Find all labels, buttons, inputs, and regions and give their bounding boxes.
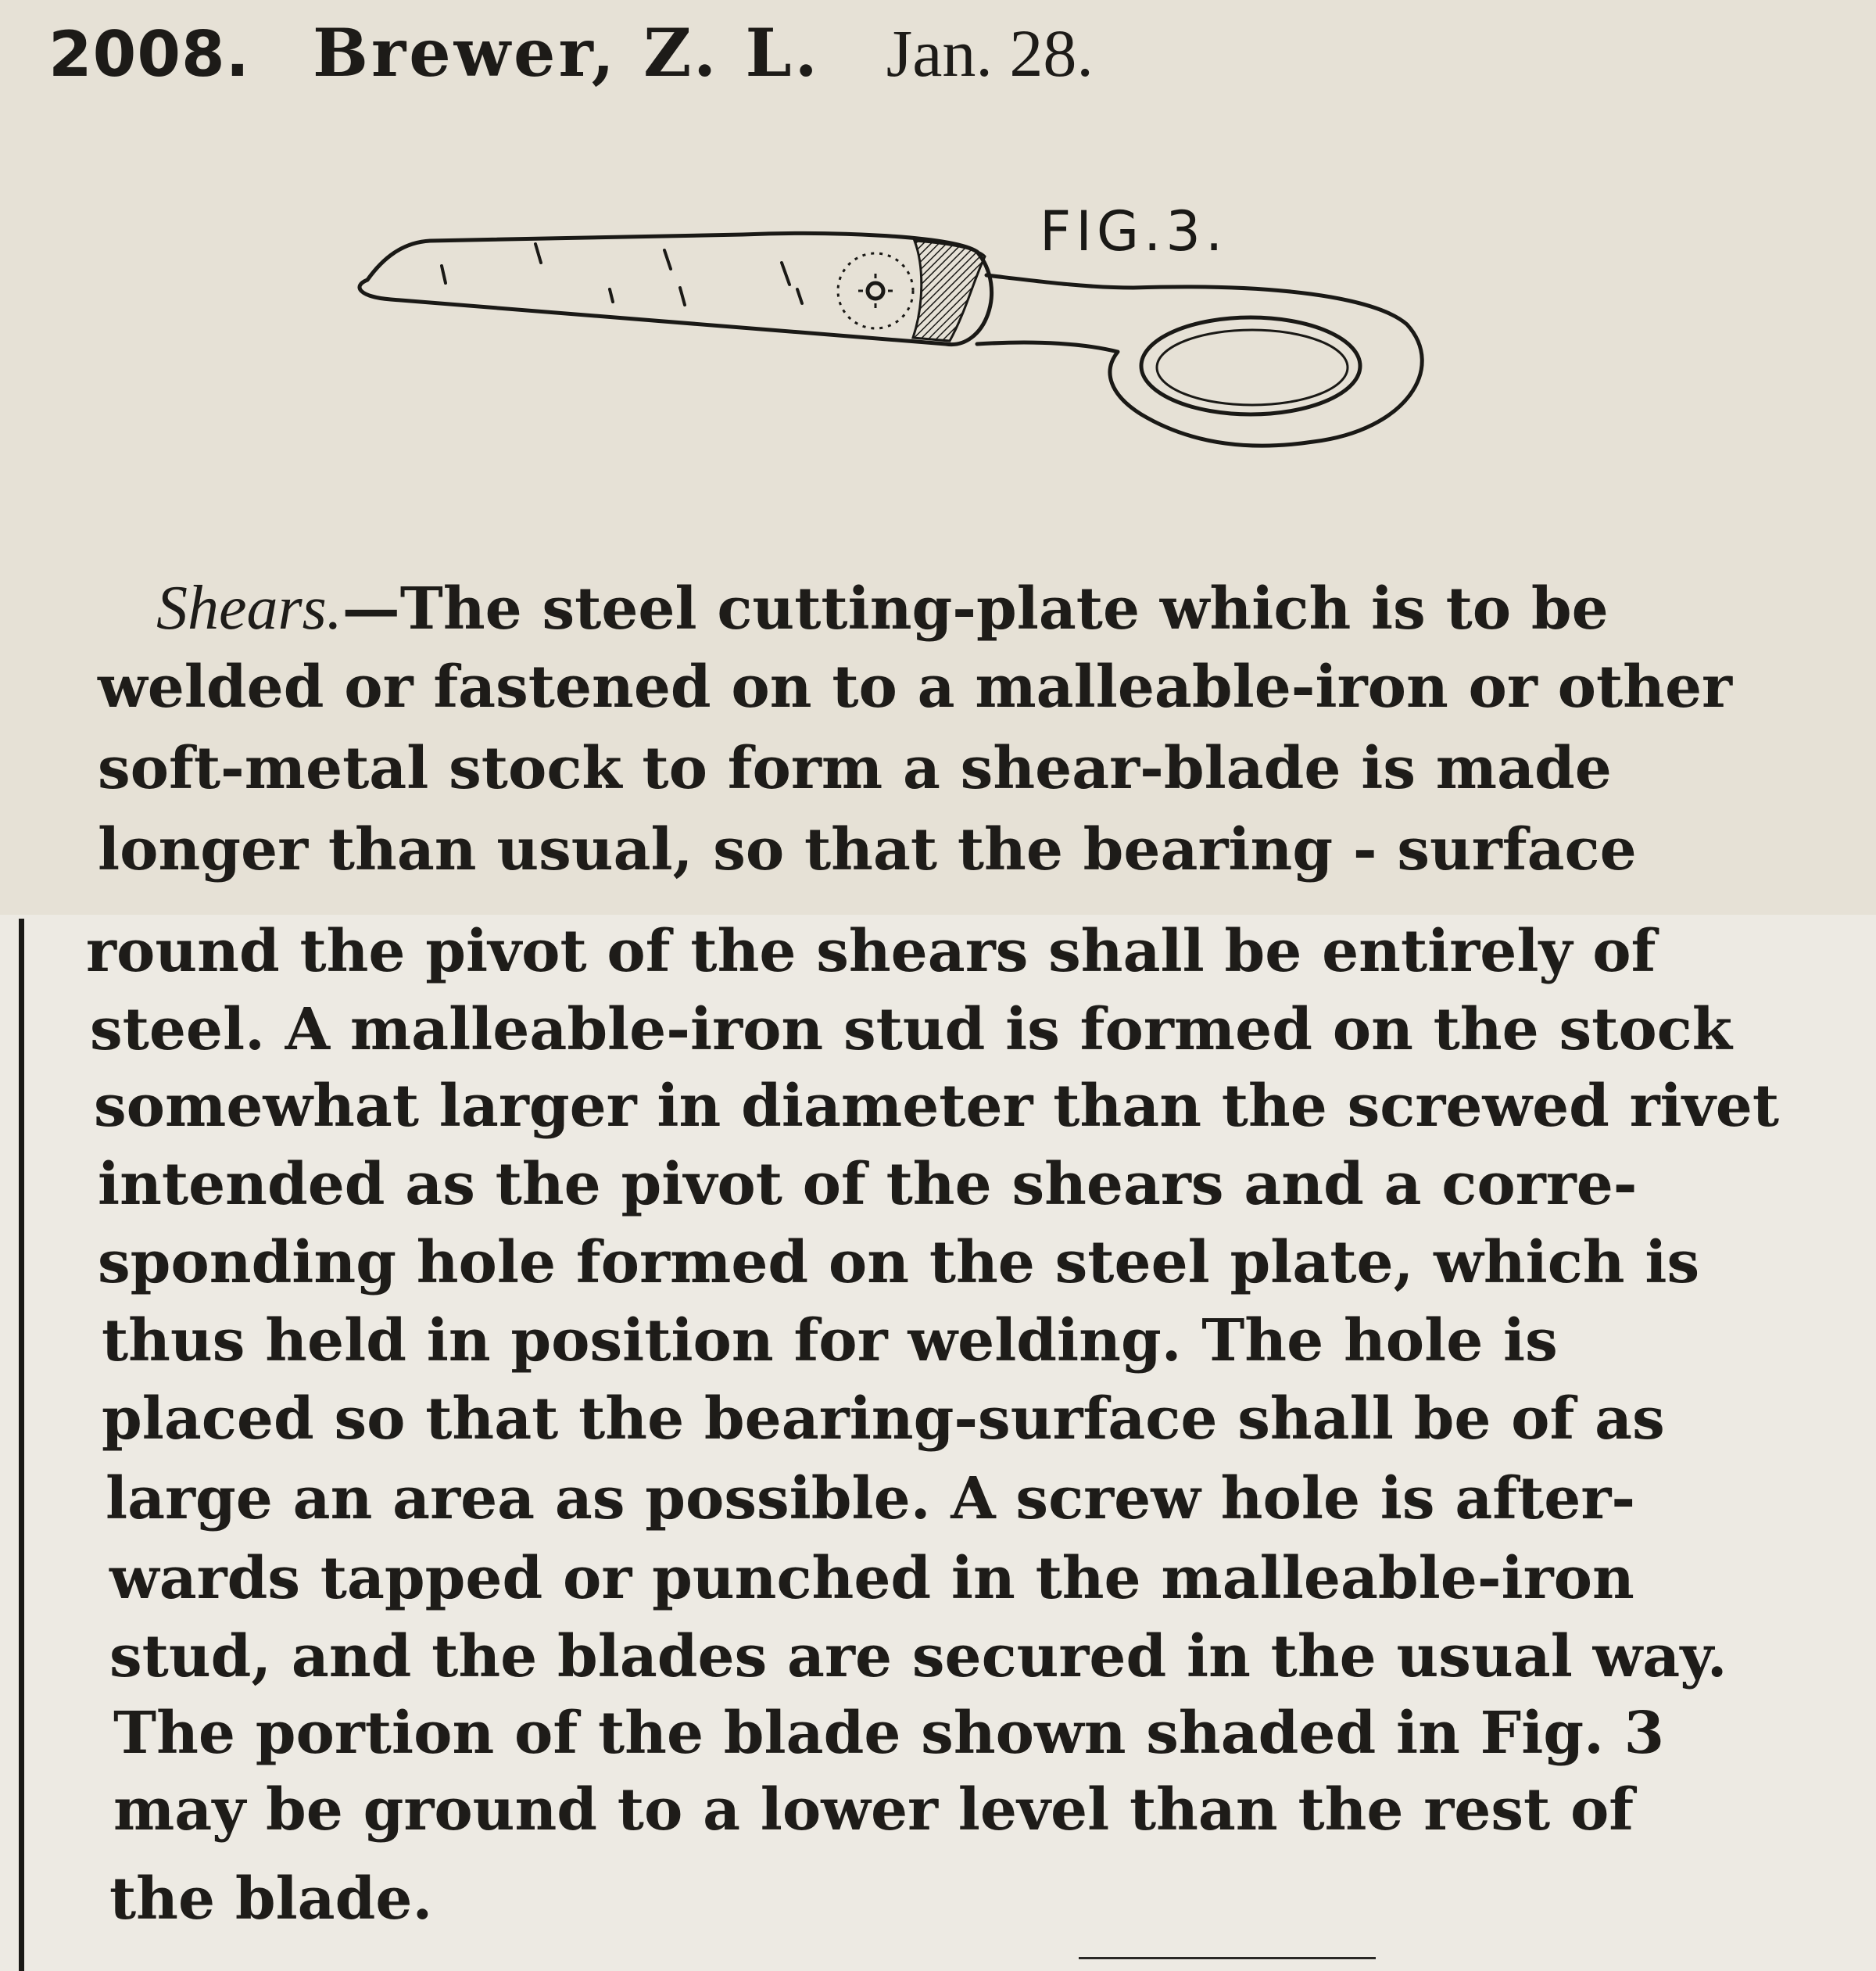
body-line-5: round the pivot of the shears shall be entirely of (86, 918, 1656, 985)
author-name: Brewer, Z. L. (313, 14, 821, 91)
column-rule (19, 919, 24, 1971)
body-line-13: wards tapped or punched in the malleable-iron (109, 1545, 1634, 1612)
lead-word: Shears. (156, 574, 342, 643)
body-line-14: stud, and the blades are secured in the usual way. (109, 1623, 1727, 1690)
bottom-divider (1079, 1957, 1376, 1959)
body-line-16: may be ground to a lower level than the rest of (113, 1776, 1634, 1844)
entry-number: 2008. (48, 18, 251, 91)
shear-blade-illustration (336, 188, 1556, 493)
body-line-6: steel. A malleable-iron stud is formed on the stock (90, 996, 1733, 1063)
body-line-7: somewhat larger in diameter than the screwed rivet (94, 1073, 1780, 1140)
body-line-4: longer than usual, so that the bearing - surface (98, 816, 1637, 883)
body-line-8: intended as the pivot of the shears and a corre- (98, 1151, 1638, 1218)
body-text: —The steel cutting-plate which is to be (342, 575, 1609, 643)
body-line-12: large an area as possible. A screw hole is after- (106, 1465, 1636, 1532)
body-line-3: soft-metal stock to form a shear-blade is made (98, 735, 1612, 802)
body-line-1 (156, 574, 1609, 643)
figure-label: FIG.3. (1040, 199, 1228, 263)
body-line-9: sponding hole formed on the steel plate, which is (98, 1229, 1700, 1296)
body-line-11: placed so that the bearing-surface shall be of as (102, 1385, 1665, 1453)
body-line-17: the blade. (109, 1865, 433, 1933)
body-line-15: The portion of the blade shown shaded in Fig. 3 (113, 1700, 1665, 1767)
entry-header (48, 14, 1094, 108)
entry-date: Jan. 28. (886, 16, 1094, 91)
body-line-2: welded or fastened on to a malleable-iron or other (98, 654, 1733, 721)
body-line-10: thus held in position for welding. The hole is (102, 1307, 1558, 1374)
